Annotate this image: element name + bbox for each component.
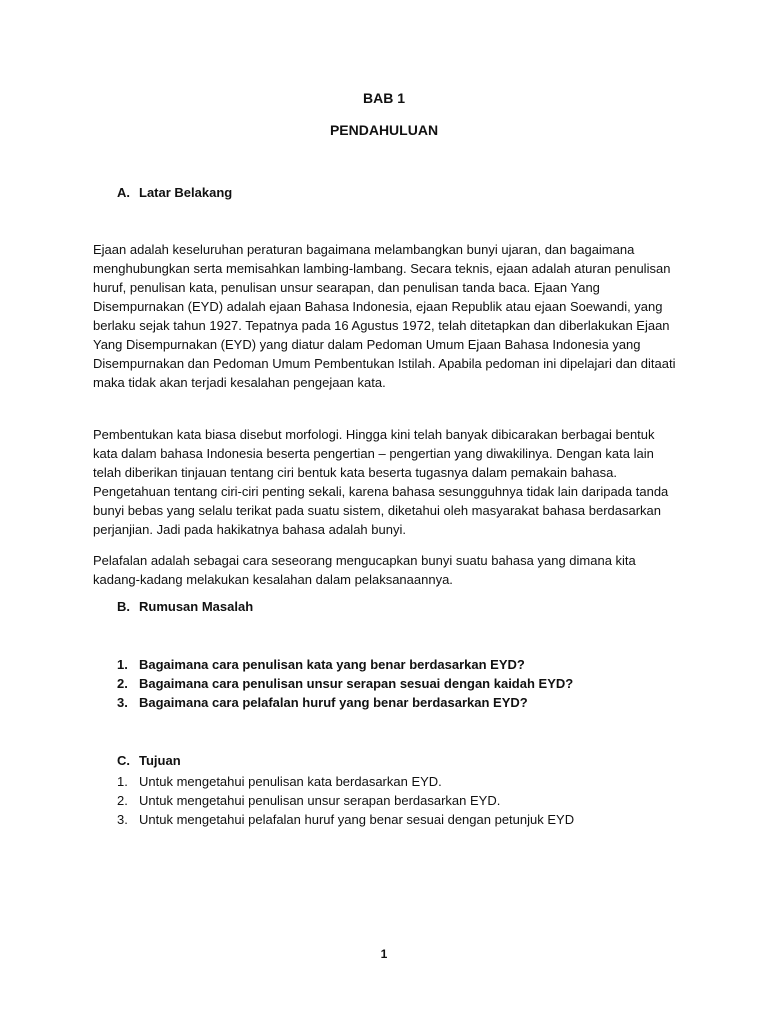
section-heading-latar-belakang (117, 185, 232, 200)
section-heading-tujuan (117, 753, 181, 768)
list-number: 2. (117, 793, 128, 808)
list-item-text: Untuk mengetahui pelafalan huruf yang benar sesuai dengan petunjuk EYD (139, 812, 575, 827)
list-number: 2. (117, 676, 128, 691)
section-letter: B. (117, 599, 130, 614)
list-number: 3. (117, 695, 128, 710)
paragraph-pelafalan: Pelafalan adalah sebagai cara seseorang mengucapkan bunyi suatu bahasa yang dimana kita kadang-kadang melakukan kesalahan dalam pelaksanaannya. (93, 553, 636, 587)
list-item (117, 772, 677, 791)
section-heading-text: Tujuan (139, 753, 181, 768)
section-heading-rumusan-masalah (117, 599, 253, 614)
section-heading-text: Latar Belakang (139, 185, 233, 200)
section-heading-text: Rumusan Masalah (139, 599, 254, 614)
list-item (117, 810, 677, 829)
list-item-text: Untuk mengetahui penulisan unsur serapan berdasarkan EYD. (139, 793, 501, 808)
page-number: 1 (380, 947, 388, 961)
list-number: 1. (117, 774, 128, 789)
page-title: PENDAHULUAN (329, 122, 439, 138)
list-item-text: Bagaimana cara pelafalan huruf yang benar berdasarkan EYD? (139, 695, 528, 710)
problem-list (117, 655, 677, 712)
list-item (117, 674, 677, 693)
paragraph-morfologi: Pembentukan kata biasa disebut morfologi. Hingga kini telah banyak dibicarakan berbagai bentuk kata dalam bahasa Indonesia beserta pengertian – pengertian yang diwakilinya. Dengan kata lain telah diberikan tinjauan tentang ciri bentuk kata beserta tugasnya dalam pemakain bahasa. Pengetahuan tentang ciri-ciri penting sekali, karena bahasa sesungguhnya tidak lain daripada tanda bunyi bebas yang selalu terikat pada suatu sistem, diketahui oleh masyarakat bahasa berdasarkan perjanjian. Jadi pada hakikatnya bahasa adalah bunyi. (93, 427, 669, 537)
section-letter: C. (117, 753, 130, 768)
paragraph-ejaan: Ejaan adalah keseluruhan peraturan bagaimana melambangkan bunyi ujaran, dan bagaimana menghubungkan serta memisahkan lambing-lambang. Secara teknis, ejaan adalah aturan penulisan huruf, penulisan kata, penulisan unsur searapan, dan penulisan tanda baca. Ejaan Yang Disempurnakan (EYD) adalah ejaan Bahasa Indonesia, ejaan Republik atau ejaan Soewandi, yang berlaku sejak tahun 1927. Tepatnya pada 16 Agustus 1972, telah ditetapkan dan diberlakukan Ejaan Yang Disempurnakan (EYD) yang diatur dalam Pedoman Umum Ejaan Bahasa Indonesia yang Disempurnakan dan Pedoman Umum Pembentukan Istilah. Apabila pedoman ini dipelajari dan ditaati maka tidak akan terjadi kesalahan pengejaan kata. (93, 242, 676, 390)
list-item-text: Untuk mengetahui penulisan kata berdasarkan EYD. (139, 774, 442, 789)
chapter-label: BAB 1 (362, 90, 405, 106)
list-item-text: Bagaimana cara penulisan kata yang benar berdasarkan EYD? (139, 657, 525, 672)
list-item-text: Bagaimana cara penulisan unsur serapan sesuai dengan kaidah EYD? (139, 676, 574, 691)
list-item (117, 655, 677, 674)
section-letter: A. (117, 185, 130, 200)
objective-list (117, 772, 677, 829)
list-item (117, 791, 677, 810)
list-number: 1. (117, 657, 128, 672)
list-number: 3. (117, 812, 128, 827)
list-item (117, 693, 677, 712)
